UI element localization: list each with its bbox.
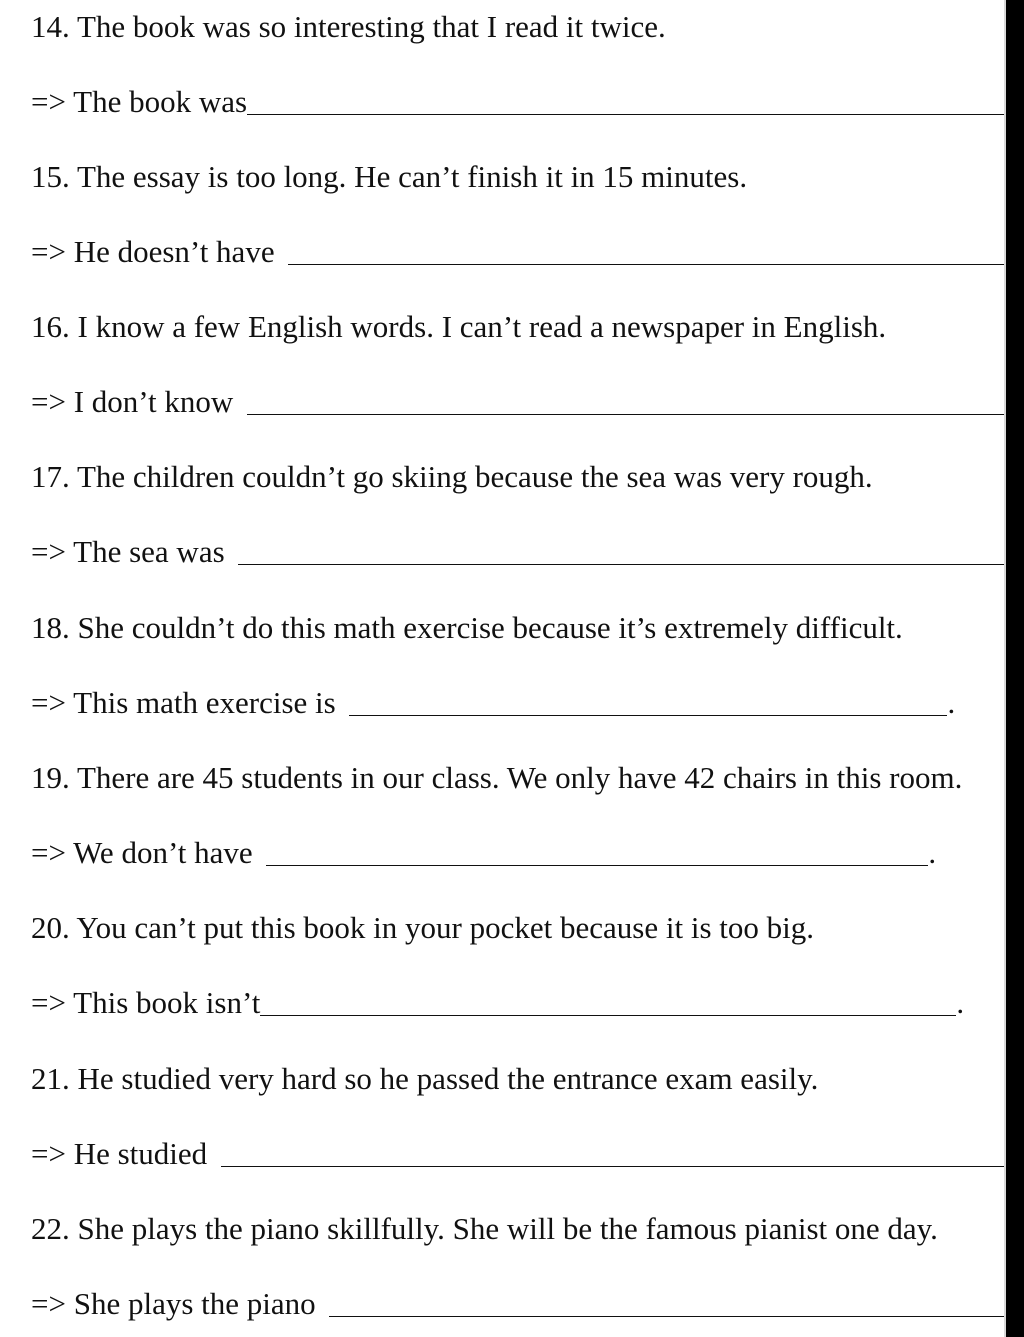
question-18: 18. She couldn’t do this math exercise because it’s extremely difficult. bbox=[31, 610, 903, 645]
answer-blank-18[interactable] bbox=[349, 714, 947, 716]
answer-prefix-20: => This book isn’t bbox=[31, 985, 261, 1020]
question-16: 16. I know a few English words. I can’t read a newspaper in English. bbox=[31, 309, 887, 344]
answer-prefix-18: => This math exercise is bbox=[31, 685, 344, 720]
answer-row-18 bbox=[31, 681, 1006, 725]
answer-blank-15[interactable] bbox=[288, 263, 1006, 265]
answer-row-19 bbox=[31, 831, 1006, 875]
answer-prefix-15: => He doesn’t have bbox=[31, 234, 283, 269]
answer-period-19: . bbox=[928, 835, 937, 870]
page-edge bbox=[1004, 0, 1006, 1337]
question-15: 15. The essay is too long. He can’t finish it in 15 minutes. bbox=[31, 159, 748, 194]
answer-blank-22[interactable] bbox=[329, 1315, 1006, 1317]
answer-row-22 bbox=[31, 1282, 1006, 1326]
answer-blank-20[interactable] bbox=[260, 1014, 956, 1016]
question-22: 22. She plays the piano skillfully. She will be the famous pianist one day. bbox=[31, 1211, 938, 1246]
question-19: 19. There are 45 students in our class. We only have 42 chairs in this room. bbox=[31, 760, 963, 795]
answer-blank-19[interactable] bbox=[266, 864, 928, 866]
answer-blank-17[interactable] bbox=[238, 563, 1006, 565]
answer-blank-14[interactable] bbox=[247, 113, 1006, 115]
answer-row-17 bbox=[31, 530, 1006, 574]
answer-prefix-14: => The book was bbox=[31, 84, 248, 119]
question-17: 17. The children couldn’t go skiing because the sea was very rough. bbox=[31, 459, 873, 494]
answer-prefix-16: => I don’t know bbox=[31, 384, 242, 419]
answer-period-20: . bbox=[956, 985, 965, 1020]
answer-blank-21[interactable] bbox=[221, 1165, 1006, 1167]
question-20: 20. You can’t put this book in your pocket because it is too big. bbox=[31, 910, 814, 945]
question-14: 14. The book was so interesting that I read it twice. bbox=[31, 9, 666, 44]
answer-row-14 bbox=[31, 80, 1006, 124]
answer-row-21 bbox=[31, 1132, 1006, 1176]
answer-period-18: . bbox=[947, 685, 956, 720]
answer-prefix-17: => The sea was bbox=[31, 534, 233, 569]
answer-row-16 bbox=[31, 380, 1006, 424]
answer-row-15 bbox=[31, 230, 1006, 274]
answer-prefix-22: => She plays the piano bbox=[31, 1286, 324, 1321]
answer-prefix-19: => We don’t have bbox=[31, 835, 261, 870]
answer-blank-16[interactable] bbox=[247, 413, 1006, 415]
answer-prefix-21: => He studied bbox=[31, 1136, 215, 1171]
answer-row-20 bbox=[31, 981, 1006, 1025]
question-21: 21. He studied very hard so he passed the entrance exam easily. bbox=[31, 1061, 819, 1096]
